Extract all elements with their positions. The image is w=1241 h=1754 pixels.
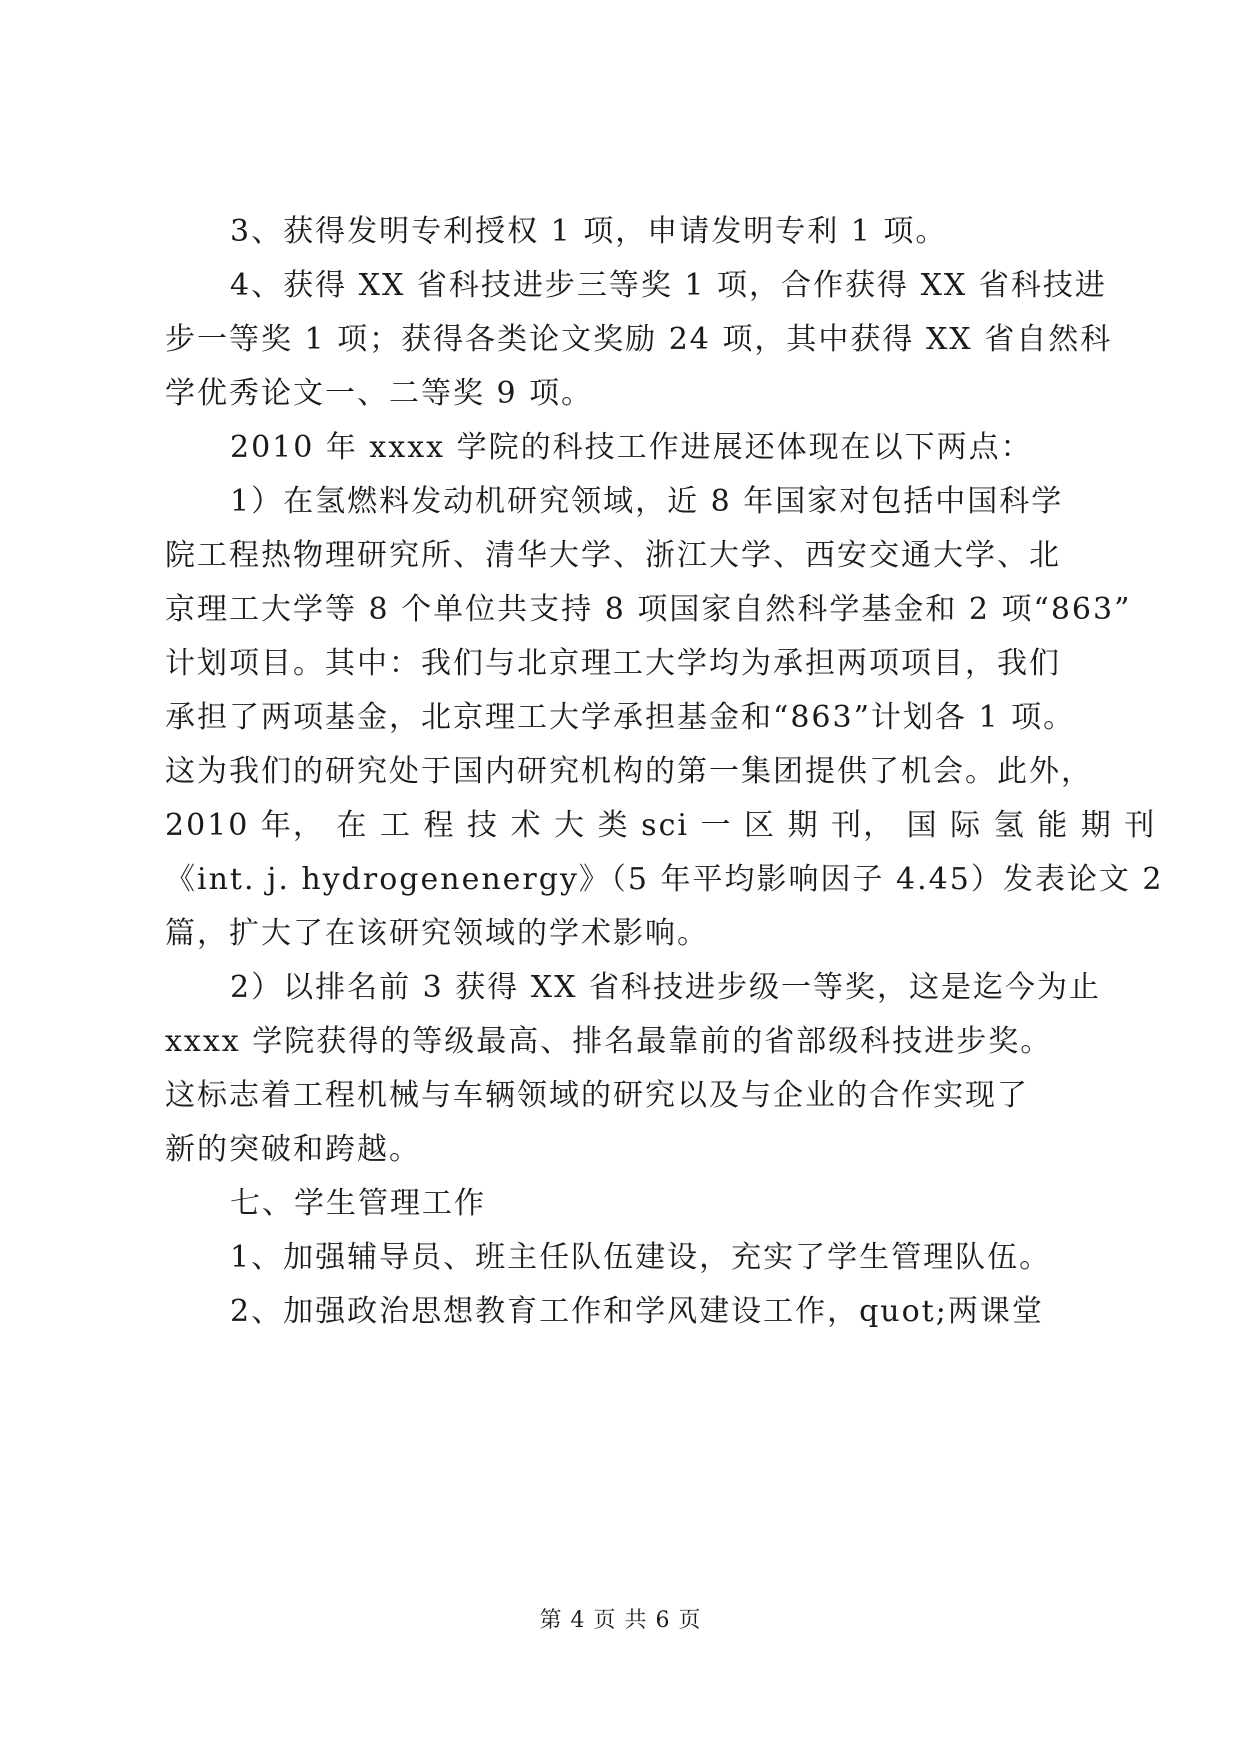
text-line: 2010 年， 在 工 程 技 术 大 类 sci 一 区 期 刊， 国 际 氢 能 期 刊 bbox=[165, 808, 1157, 843]
text-line: 篇，扩大了在该研究领域的学术影响。 bbox=[165, 916, 709, 951]
text-line: 承担了两项基金，北京理工大学承担基金和“863”计划各 1 项。 bbox=[165, 700, 1076, 735]
text-line: 《int. j. hydrogenenergy》（5 年平均影响因子 4.45）发表论文 2 bbox=[165, 862, 1164, 897]
text-line: 京理工大学等 8 个单位共支持 8 项国家自然科学基金和 2 项“863” bbox=[165, 592, 1132, 627]
text-line: 2）以排名前 3 获得 XX 省科技进步级一等奖，这是迄今为止 bbox=[230, 970, 1102, 1005]
text-line: 1、加强辅导员、班主任队伍建设，充实了学生管理队伍。 bbox=[230, 1240, 1052, 1275]
text-line: xxxx 学院获得的等级最高、排名最靠前的省部级科技进步奖。 bbox=[165, 1024, 1053, 1059]
text-line: 这为我们的研究处于国内研究机构的第一集团提供了机会。此外， bbox=[165, 754, 1093, 789]
text-line: 1）在氢燃料发动机研究领域，近 8 年国家对包括中国科学 bbox=[230, 484, 1064, 519]
text-line: 步一等奖 1 项；获得各类论文奖励 24 项，其中获得 XX 省自然科 bbox=[165, 322, 1113, 357]
text-line: 计划项目。其中：我们与北京理工大学均为承担两项项目，我们 bbox=[165, 646, 1061, 681]
section-heading: 七、学生管理工作 bbox=[230, 1186, 486, 1221]
text-line: 4、获得 XX 省科技进步三等奖 1 项，合作获得 XX 省科技进 bbox=[230, 268, 1107, 303]
page-number-footer: 第 4 页 共 6 页 bbox=[539, 1608, 702, 1633]
text-line: 2010 年 xxxx 学院的科技工作进展还体现在以下两点： bbox=[230, 430, 1033, 465]
text-line: 3、获得发明专利授权 1 项，申请发明专利 1 项。 bbox=[230, 214, 948, 249]
text-line: 院工程热物理研究所、清华大学、浙江大学、西安交通大学、北 bbox=[165, 538, 1061, 573]
text-line: 2、加强政治思想教育工作和学风建设工作，quot;两课堂 bbox=[230, 1294, 1044, 1329]
text-line: 学优秀论文一、二等奖 9 项。 bbox=[165, 376, 594, 411]
text-line: 这标志着工程机械与车辆领域的研究以及与企业的合作实现了 bbox=[165, 1078, 1029, 1113]
text-line: 新的突破和跨越。 bbox=[165, 1132, 421, 1167]
